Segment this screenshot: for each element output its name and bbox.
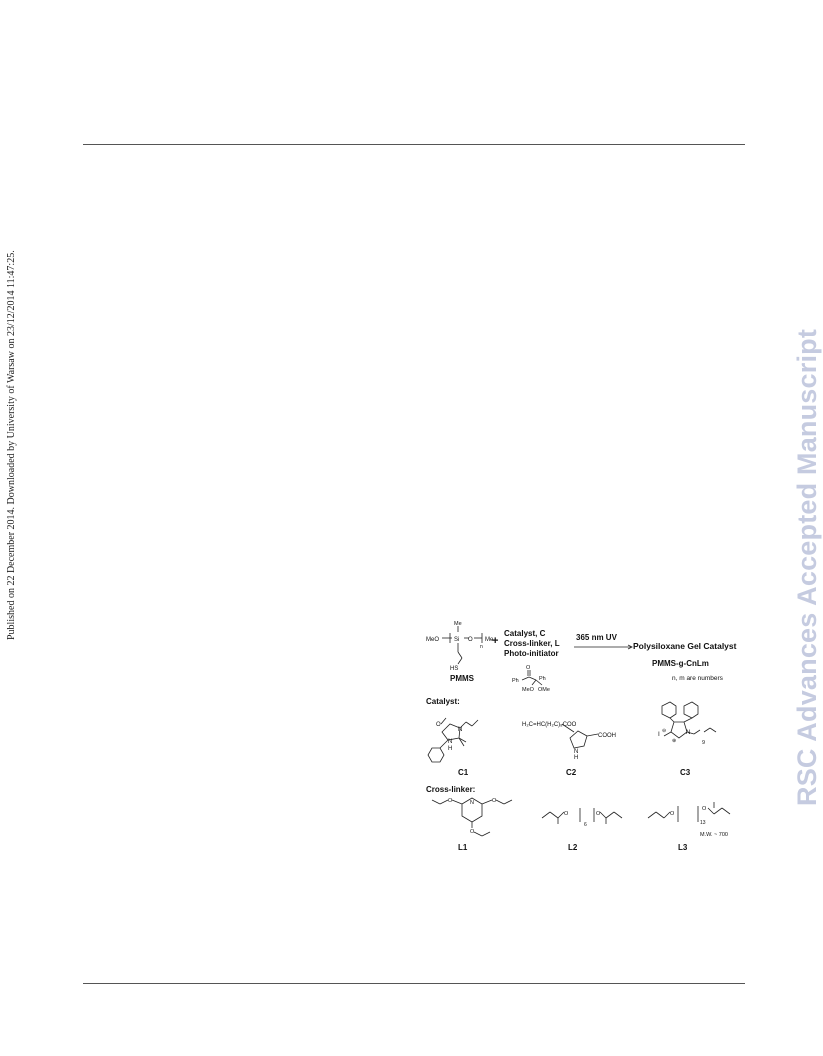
c1-h-label: H: [448, 746, 453, 752]
cross-linker-heading: Cross-linker:: [426, 785, 476, 794]
l3-label: L3: [678, 843, 688, 852]
plus-sign: +: [492, 635, 499, 647]
pmms-hs-label: HS: [450, 666, 459, 672]
publication-side-note: Published on 22 December 2014. Downloaded by University of Warsaw on 23/12/2014 11:47:25.: [6, 250, 17, 640]
photoinit-ph-left-label: Ph: [512, 678, 519, 684]
photoinit-o-label: O: [526, 665, 531, 671]
l3-o-right-label: O: [702, 806, 707, 812]
c2-cooh-label: COOH: [598, 733, 616, 739]
reagent-cross-linker: Cross-linker, L: [504, 639, 560, 648]
photoinit-ph-right-label: Ph: [539, 676, 546, 682]
c3-n-label: N: [686, 730, 691, 736]
l3-subscript-label: 13: [700, 820, 706, 826]
l1-o-bottom-label: O: [470, 829, 475, 835]
pmms-o-label: O: [468, 637, 473, 643]
c2-h-label: H: [574, 755, 579, 761]
pmms-me-right-label: Me: [485, 637, 494, 643]
pmms-n-label: n: [480, 644, 483, 650]
header-rule: [83, 144, 745, 145]
l2-label: L2: [568, 843, 578, 852]
l1-n-top-label: N: [470, 800, 474, 806]
reaction-condition: 365 nm UV: [576, 633, 617, 642]
pmms-meo-label: MeO: [426, 637, 440, 643]
c3-charge-label: ⊖: [662, 728, 667, 734]
pmms-label: PMMS: [450, 674, 474, 683]
l1-o-left-label: O: [448, 798, 453, 804]
reaction-scheme-figure: [422, 620, 752, 860]
pmms-me-top-label: Me: [454, 621, 462, 627]
c3-i-label: I: [658, 731, 660, 738]
l2-subscript-label: 6: [584, 822, 587, 828]
l1-o-right-label: O: [492, 798, 497, 804]
accepted-manuscript-watermark: RSC Advances Accepted Manuscript: [792, 328, 822, 806]
product-code: PMMS-g-CnLm: [652, 659, 709, 668]
c3-plus-label: ⊕: [672, 738, 677, 744]
c1-n-label: N: [458, 727, 463, 733]
footer-rule: [83, 983, 745, 984]
c2-formula: H₂C=HC(H₂C)₈COO: [522, 722, 577, 728]
catalyst-heading: Catalyst:: [426, 697, 460, 706]
l1-label: L1: [458, 843, 468, 852]
photoinit-ome-label: OMe: [538, 687, 550, 693]
l3-o-left-label: O: [670, 811, 675, 817]
product-title: Polysiloxane Gel Catalyst: [633, 641, 737, 651]
l2-o-right-label: O: [596, 811, 601, 817]
product-note: n, m are numbers: [672, 675, 723, 682]
c2-label: C2: [566, 768, 577, 777]
pmms-si-label: Si: [454, 637, 460, 643]
reagent-photo-initiator: Photo-initiator: [504, 649, 559, 658]
l3-mw-note: M.W. ~ 700: [700, 832, 728, 838]
l2-o-left-label: O: [564, 811, 569, 817]
c3-subscript-label: 9: [702, 740, 706, 746]
c1-nh-label: N: [448, 739, 453, 745]
photoinit-meo-label: MeO: [522, 687, 534, 693]
c1-label: C1: [458, 768, 469, 777]
c3-label: C3: [680, 768, 691, 777]
reagent-catalyst: Catalyst, C: [504, 629, 546, 638]
c2-n-label: N: [574, 749, 579, 755]
c1-o-label: O: [436, 722, 441, 728]
